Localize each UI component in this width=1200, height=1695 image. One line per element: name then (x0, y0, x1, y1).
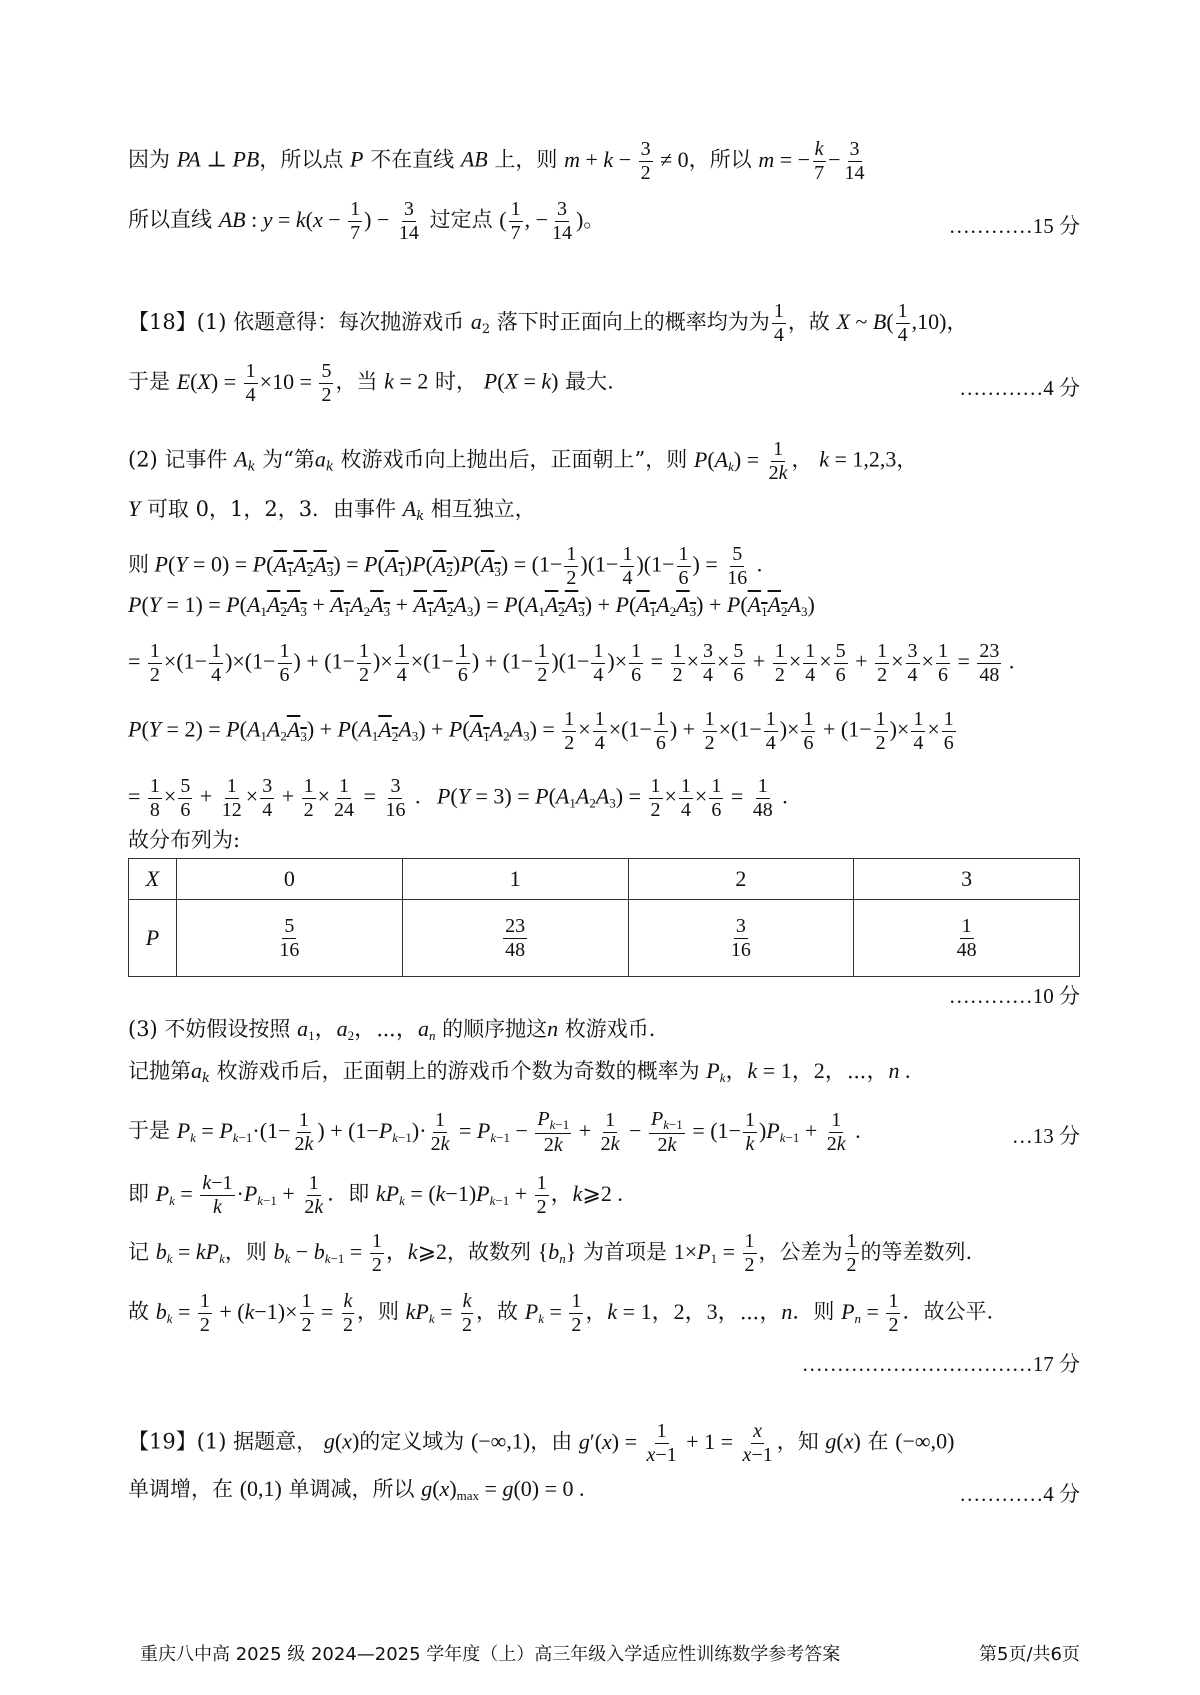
score-15: …………15 分 (948, 214, 1080, 238)
score-10: …………10 分 (948, 984, 1080, 1008)
denominator: 16 (279, 938, 300, 961)
table-cell: X (129, 859, 177, 900)
p18-line-9: 即 $P_k$ = $\frac{k-1}{k}$ $\cdot P_{k-1}$ + $\frac{1}{2k}$ ．即 $kP_k = (k-1)P_{k-1}$ + $\frac{1}{2}$ ，k⩾2 . (128, 1172, 623, 1218)
problem-tag: 【19】 (128, 1429, 197, 1454)
table-cell: 3 (854, 859, 1080, 900)
numerator: 23 (505, 914, 526, 937)
table-row (129, 900, 1080, 977)
text: (1) 据题意， (196, 1429, 318, 1454)
text: ．则 (792, 1299, 835, 1324)
text: ，由 (530, 1429, 573, 1454)
table-cell (177, 900, 403, 977)
text: 枚游戏币后，正面朝上的游戏币个数为奇数的概率为 (216, 1059, 700, 1083)
text: 为“第 (262, 447, 315, 472)
text: 相互独立， (430, 497, 536, 521)
p18-eq-y1-a: $P(Y = 1) = P(A_1A_2A_3 + A_1A_2A_3 + A_1A_2A_3) = P(A_1A_2A_3) + P(A_1A_2A_3) + P(A_1A_2A_3)$ (128, 592, 815, 619)
text: 在 (867, 1429, 889, 1454)
text: ，当 (335, 369, 378, 394)
p17-line-2: 所以直线 AB : y = k(x − $\frac{1}{7}$ ) − $\frac{3}{14}$ 过定点 ( $\frac{1}{7}$ , − $\frac{3}{14}$ )。 (128, 198, 605, 244)
text: 单调增，在 (128, 1477, 233, 1501)
text: 落下时正面向上的概率均为为 (496, 310, 770, 334)
text: ，知 (776, 1429, 819, 1454)
p18-eq-y0: 则 $P(Y = 0) = P(A_1A_2A_3) = P(A_1)P(A_2)P(A_3) = (1-$ $\frac{1}{2}$ )(1− $\frac{1}{4}$ )(1− $\frac{1}{6}$ ) = $\frac{5}{16}$ . (128, 543, 763, 589)
text: 过定点 (429, 207, 493, 232)
table-intro: 故分布列为: (128, 828, 241, 852)
denominator: 48 (505, 938, 526, 961)
score-17: ……………………………17 分 (801, 1352, 1080, 1376)
text: 于是 (128, 1118, 170, 1143)
score-4: …………4 分 (959, 376, 1080, 400)
text: 的定义域为 (359, 1429, 465, 1454)
numerator: 3 (735, 914, 746, 937)
text: 故 (128, 1299, 149, 1324)
table-cell (628, 900, 854, 977)
p18-line-11: 故 $b_k$ = $\frac{1}{2}$ + (k−1)× $\frac{1}{2}$ = $\frac{k}{2}$ ，则 $kP_k$ = $\frac{k}{2}$ ，故 $P_k$ = $\frac{1}{2}$ ，k = 1，2，3，⋯，n．则 $P_n$ = $\frac{1}{2}$ ．故公平. (128, 1290, 994, 1336)
table-cell: 1 (402, 859, 628, 900)
text: 枚游戏币. (564, 1017, 656, 1041)
text: 不在直线 (370, 147, 455, 172)
text: 为首项是 (583, 1240, 668, 1264)
score-4b: …………4 分 (959, 1482, 1080, 1506)
table-cell (854, 900, 1080, 977)
text: ，则 (356, 1299, 399, 1324)
text: 则 (128, 552, 149, 577)
text: ．故公平. (902, 1299, 994, 1324)
p19-line-1: 【19】(1) 据题意， g(x)的定义域为 (−∞,1)，由 g′(x) = $\frac{1}{x-1}$ + 1 = $\frac{x}{x-1}$ ，知 g(x) 在 (−∞,0) (128, 1420, 955, 1466)
text: ，公差为 (758, 1240, 843, 1264)
text: ，故 (476, 1299, 519, 1324)
text: (2) 记事件 (128, 447, 228, 472)
text: 的等差数列. (860, 1240, 973, 1264)
p18-line-8: 于是 $P_k = P_{k-1}\cdot(1-$ $\frac{1}{2k}$ ) + $(1-P_{k-1})\cdot$ $\frac{1}{2k}$ = $P_{k-1}$ − $\frac{P_{k-1}}{2k}$ + $\frac{1}{2k}$ − $\frac{P_{k-1}}{2k}$ = (1− $\frac{1}{k}$ )$P_{k-1}$ + $\frac{1}{2k}$ . (128, 1108, 861, 1156)
text: 于是 (128, 369, 170, 394)
p17-line-1: 因为 PA ⊥ PB，所以点 P 不在直线 AB 上，则 m + k − $\frac{3}{2}$ ≠ 0，所以 m = − $\frac{k}{7}$ − $\frac{3}{14}$ (128, 138, 865, 184)
text: ，故 (787, 310, 830, 334)
numerator: 5 (284, 914, 295, 937)
text: 记 (128, 1240, 149, 1264)
text: ，则 (224, 1240, 267, 1264)
p18-eq-y2-b: = $\frac{1}{8}$ × $\frac{5}{6}$ + $\frac{1}{12}$ × $\frac{3}{4}$ + $\frac{1}{2}$ × $\frac{1}{24}$ = $\frac{3}{16}$ . $P(Y = 3) = P(A_1A_2A_3)$ = $\frac{1}{2}$ × $\frac{1}{4}$ × $\frac{1}{6}$ = $\frac{1}{48}$ . (128, 775, 788, 821)
distribution-table (128, 858, 1080, 977)
text: 时， (435, 369, 478, 394)
page-footer (140, 1640, 1080, 1666)
text: ，所以点 (259, 147, 344, 172)
text: (1) 依题意得：每次抛游戏币 (196, 310, 465, 334)
text: 因为 (128, 147, 170, 172)
p18-eq-y1-b: = $\frac{1}{2}$ ×(1− $\frac{1}{4}$ )×(1− $\frac{1}{6}$ ) + (1− $\frac{1}{2}$ )× $\frac{1}{4}$ ×(1− $\frac{1}{6}$ ) + (1− $\frac{1}{2}$ )(1− $\frac{1}{4}$ )× $\frac{1}{6}$ = $\frac{1}{2}$ × $\frac{3}{4}$ × $\frac{5}{6}$ + $\frac{1}{2}$ × $\frac{1}{4}$ × $\frac{5}{6}$ + $\frac{1}{2}$ × $\frac{3}{4}$ × $\frac{1}{6}$ = $\frac{23}{48}$ . (128, 640, 1015, 686)
text: 单调减，所以 (288, 1477, 415, 1501)
footer-title: 重庆八中高 2025 级 2024—2025 学年度（上）高三年级入学适应性训练数学参考答案 (140, 1644, 841, 1665)
denominator: 16 (730, 938, 751, 961)
p18-line-6: (3) 不妨假设按照 $a_1$，$a_2$，⋯，$a_n$ 的顺序抛这n 枚游戏币. (128, 1016, 656, 1043)
table-cell: 0 (177, 859, 403, 900)
text: 。 (583, 207, 605, 232)
denominator: 48 (956, 938, 977, 961)
text: ，故数列 (447, 1240, 532, 1264)
problem-tag: 【18】 (128, 310, 197, 334)
text: ，所以 (688, 147, 752, 172)
text: 可取 0，1，2，3．由事件 (146, 497, 397, 521)
numerator: 1 (961, 914, 972, 937)
text: 最大. (565, 369, 614, 394)
table-cell (402, 900, 628, 977)
p18-line-4: Y 可取 0，1，2，3．由事件 $A_k$ 相互独立， (128, 496, 536, 524)
text: ．即 (327, 1181, 370, 1206)
score-13: …13 分 (1011, 1124, 1080, 1148)
p18-line-1: 【18】(1) 依题意得：每次抛游戏币 $a_2$ 落下时正面向上的概率均为为 $\frac{1}{4}$ ，故 X ~ B( $\frac{1}{4}$ ,10)， (128, 300, 968, 347)
text: 枚游戏币向上抛出后，正面朝上”，则 (340, 447, 688, 472)
p18-line-7: 记抛第$a_k$ 枚游戏币后，正面朝上的游戏币个数为奇数的概率为 $P_k$，k = 1，2，⋯，n . (128, 1058, 911, 1086)
p18-line-10: 记 $b_k = kP_k$，则 $b_k - b_{k-1}$ = $\frac{1}{2}$ ，k⩾2，故数列 $\{b_n\}$ 为首项是 $1\times P_1$ = $\frac{1}{2}$ ，公差为 $\frac{1}{2}$ 的等差数列. (128, 1230, 973, 1277)
p18-eq-y2-a: $P(Y = 2) = P(A_1A_2A_3) + P(A_1A_2A_3) + P(A_1A_2A_3)$ = $\frac{1}{2}$ × $\frac{1}{4}$ ×(1− $\frac{1}{6}$ ) + $\frac{1}{2}$ ×(1− $\frac{1}{4}$ )× $\frac{1}{6}$ + (1− $\frac{1}{2}$ )× $\frac{1}{4}$ × $\frac{1}{6}$ (128, 708, 954, 754)
page-number: 第5页/共6页 (979, 1644, 1080, 1665)
text: 上，则 (494, 147, 558, 172)
table-cell: 2 (628, 859, 854, 900)
text: 所以直线 (128, 207, 212, 232)
text: 记抛第 (128, 1059, 191, 1083)
p18-line-2: 于是 E(X) = $\frac{1}{4}$ ×10 = $\frac{5}{2}$ ，当 k = 2 时， P(X = k) 最大. (128, 360, 614, 406)
text: 的顺序抛这 (442, 1017, 548, 1041)
table-row (129, 859, 1080, 900)
text: 即 (128, 1181, 149, 1206)
p18-line-3: (2) 记事件 $A_k$ 为“第$a_k$ 枚游戏币向上抛出后，正面朝上”，则 $P(A_k)$ = $\frac{1}{2k}$ ， k = 1,2,3， (128, 438, 918, 484)
p19-line-2: 单调增，在 (0,1) 单调减，所以 $g(x)_{max} = g(0) = 0$ . (128, 1476, 585, 1503)
table-cell: P (129, 900, 177, 977)
text: (3) 不妨假设按照 (128, 1017, 291, 1041)
